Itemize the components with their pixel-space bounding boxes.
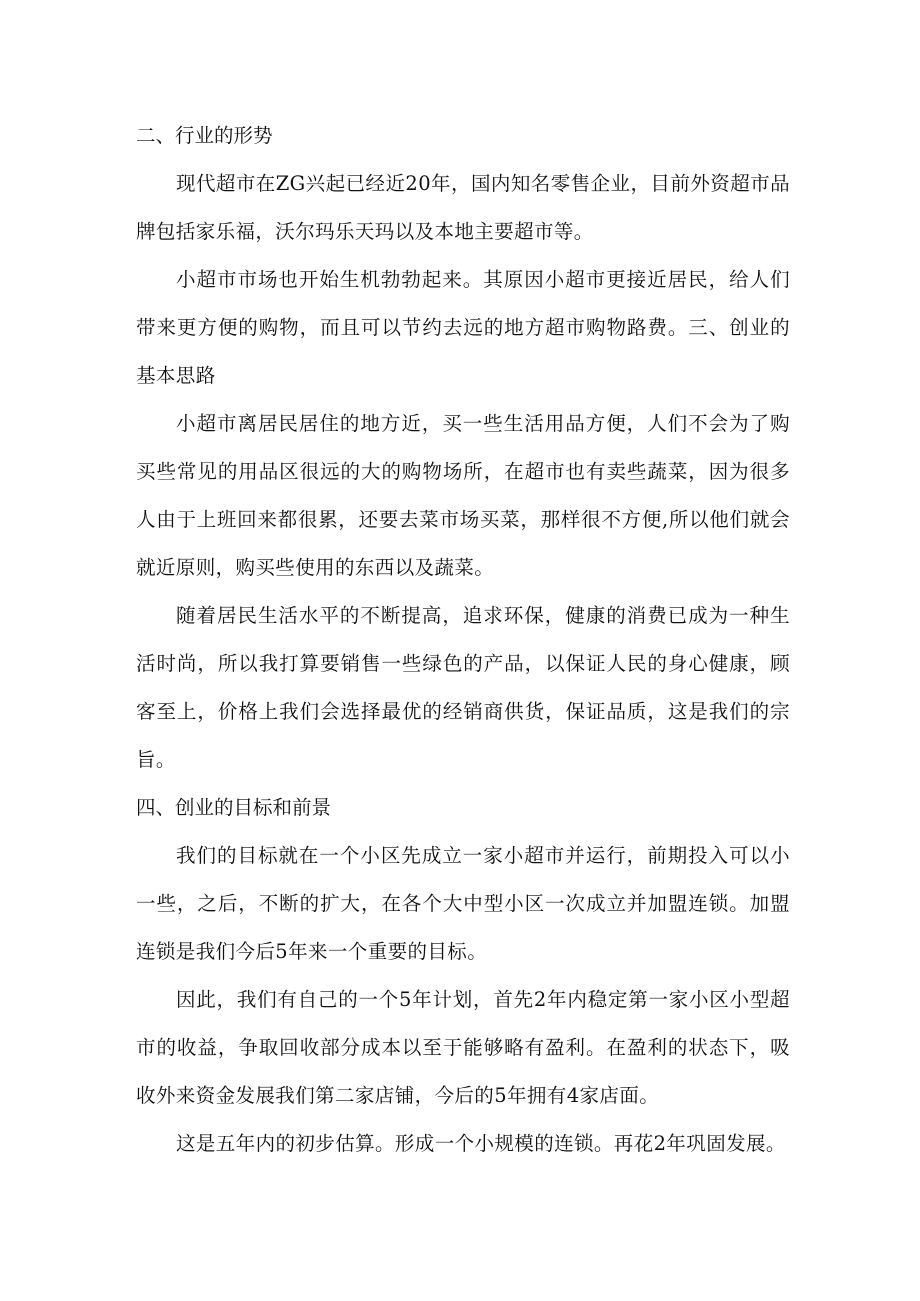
document-body bbox=[136, 112, 790, 1168]
paragraph-five-year-plan: 因此，我们有自己的一个5年计划，首先2年内稳定第一家小区小型超市的收益，争取回收部分成本以至于能够略有盈利。在盈利的状态下，吸收外来资金发展我们第二家店铺，今后的5年拥有4家店面。 bbox=[136, 988, 790, 1107]
paragraph-green-products: 随着居民生活水平的不断提高，追求环保，健康的消费已成为一种生活时尚，所以我打算要销售一些绿色的产品，以保证人民的身心健康，顾客至上，价格上我们会选择最优的经销商供货，保证品质，这是我们的宗旨。 bbox=[136, 604, 790, 771]
paragraph-small-supermarket-market: 小超市市场也开始生机勃勃起来。其原因小超市更接近居民，给人们带来更方便的购物，而且可以节约去远的地方超市购物路费。三、创业的基本思路 bbox=[136, 268, 790, 387]
section-heading-goals-prospects: 四、创业的目标和前景 bbox=[136, 796, 332, 819]
section-heading-industry-situation: 二、行业的形势 bbox=[136, 124, 273, 147]
paragraph-chain-goal: 我们的目标就在一个小区先成立一家小超市并运行，前期投入可以小一些，之后，不断的扩大，在各个大中型小区一次成立并加盟连锁。加盟连锁是我们今后5年来一个重要的目标。 bbox=[136, 844, 790, 963]
paragraph-modern-supermarkets: 现代超市在ZG兴起已经近20年，国内知名零售企业，目前外资超市品牌包括家乐福，沃尔玛乐天玛以及本地主要超市等。 bbox=[136, 172, 790, 243]
paragraph-initial-estimate: 这是五年内的初步估算。形成一个小规模的连锁。再花2年巩固发展。 bbox=[176, 1132, 786, 1155]
paragraph-location-convenience: 小超市离居民居住的地方近，买一些生活用品方便，人们不会为了购买些常见的用品区很远的大的购物场所，在超市也有卖些蔬菜，因为很多人由于上班回来都很累，还要去菜市场买菜，那样很不方便,所以他们就会就近原则，购买些使用的东西以及蔬菜。 bbox=[136, 412, 790, 579]
